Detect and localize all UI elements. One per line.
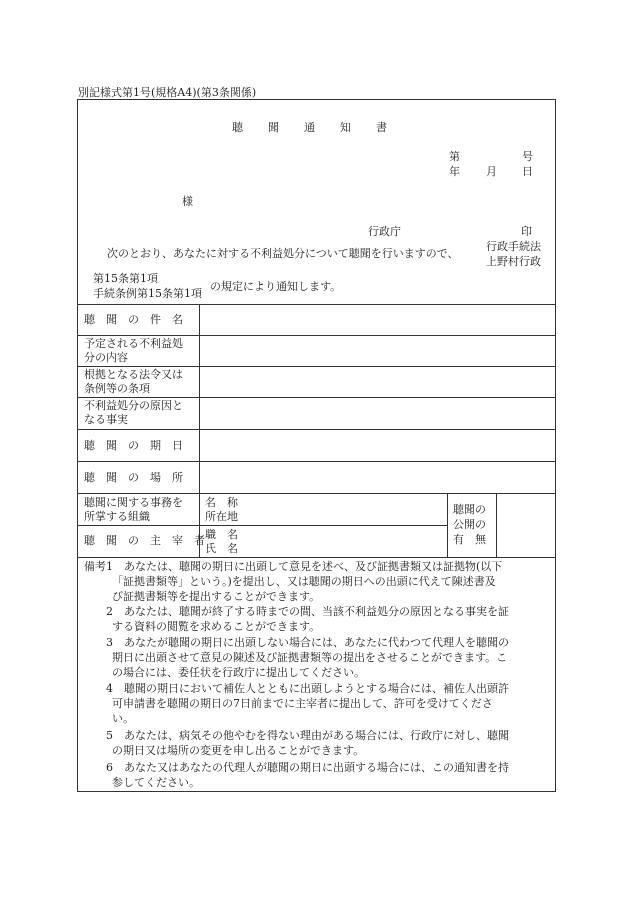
note-3: 3 あなたが聴聞の期日に出頭しない場合には、あなたに代わつて代理人を聴聞の	[106, 636, 509, 649]
intro-line-1: 次のとおり、あなたに対する不利益処分について聴聞を行いますので、	[107, 247, 459, 260]
office-name-label: 名 称	[205, 496, 238, 509]
note-2: 2 あなたは、聴聞が終了する時までの間、当該不利益処分の原因となる事実を証	[106, 605, 509, 618]
note-1: 「証拠書類等」という。)を提出し、又は聴聞の期日への出頭に代えて陳述書及	[112, 575, 496, 588]
row-divider	[77, 429, 556, 430]
row-divider	[77, 397, 556, 398]
public-label: 聴聞の	[453, 503, 486, 516]
column-divider	[496, 493, 497, 557]
law-bottom-left: 手続条例第15条第1項	[93, 287, 202, 300]
row-divider	[77, 335, 556, 336]
title-char: 知	[340, 121, 351, 134]
planned-disposition-label: 予定される不利益処	[84, 337, 183, 350]
office-address-label: 所在地	[205, 510, 238, 523]
column-divider	[447, 493, 448, 557]
title-char: 書	[376, 121, 387, 134]
note-3: 期日に出頭させて意見の陳述及び証拠書類等の提出をさせることができます。こ	[112, 651, 508, 664]
hearing-date-label: 聴 聞 の 期 日	[84, 439, 183, 452]
law-bottom-right: 上野村行政	[486, 255, 541, 268]
legal-basis-label: 根拠となる法令又は	[84, 368, 183, 381]
addressee-sama: 様	[182, 195, 193, 208]
hearing-place-label: 聴 聞 の 場 所	[84, 471, 183, 484]
date-month: 月	[486, 165, 497, 178]
legal-basis-label: 条例等の条項	[84, 382, 150, 395]
title-char: 通	[304, 121, 315, 134]
row-divider	[77, 304, 556, 305]
form-heading: 別記様式第1号(規格A4)(第3条関係)	[78, 86, 257, 99]
law-top-right: 行政手続法	[486, 240, 541, 253]
note-6: 参してください。	[112, 776, 200, 789]
office-label: 所掌する組織	[84, 510, 150, 523]
title-char: 聴	[232, 121, 243, 134]
public-label: 有 無	[453, 533, 486, 546]
column-divider	[199, 304, 200, 557]
note-1: あなたは、聴聞の期日に出頭して意見を述べ、及び証拠書類又は証拠物(以下	[124, 560, 503, 573]
issuer: 行政庁	[368, 225, 401, 238]
row-divider	[77, 366, 556, 367]
row-divider	[77, 557, 556, 558]
office-label: 聴聞に関する事務を	[84, 496, 183, 509]
note-4: 可申請書を聴聞の期日の7日前までに主宰者に提出して、許可を受けてくださ	[112, 697, 493, 710]
row-divider	[77, 493, 556, 494]
note-4: 4 聴聞の期日において補佐人とともに出頭しようとする場合には、補佐人出頭許	[106, 682, 509, 695]
note-5: 5 あなたは、病気その他やむを得ない理由がある場合には、行政庁に対し、聴聞	[106, 729, 509, 742]
note-4: い。	[112, 712, 134, 725]
public-label: 公開の	[453, 518, 486, 531]
note-3: の場合には、委任状を行政庁に提出してください。	[112, 666, 365, 679]
note-6: 6 あなた又はあなたの代理人が聴聞の期日に出頭する場合には、この通知書を持	[106, 761, 509, 774]
cause-fact-label: 不利益処分の原因と	[84, 399, 183, 412]
law-top-left: 第15条第1項	[93, 272, 158, 285]
chair-title-label: 職 名	[205, 528, 238, 541]
title-char: 聞	[268, 121, 279, 134]
intro-line-2: の規定により通知します。	[210, 280, 342, 293]
note-1: び証拠書類等を提出することができます。	[112, 590, 321, 603]
number-dai: 第	[449, 150, 460, 163]
chair-name-label: 氏 名	[205, 542, 238, 555]
date-year: 年	[449, 165, 460, 178]
notes-label: 備考1	[84, 560, 113, 573]
seal-mark: 印	[521, 225, 532, 238]
date-day: 日	[522, 165, 533, 178]
planned-disposition-label: 分の内容	[84, 351, 128, 364]
number-go: 号	[522, 150, 533, 163]
hearing-subject-label: 聴 聞 の 件 名	[84, 313, 183, 326]
note-2: する資料の閲覧を求めることができます。	[112, 620, 321, 633]
chair-label: 聴 聞 の 主 宰 者	[84, 534, 205, 547]
cause-fact-label: なる事実	[84, 413, 128, 426]
row-divider	[77, 525, 447, 526]
note-5: の期日又は場所の変更を申し出ることができます。	[112, 744, 365, 757]
row-divider	[77, 461, 556, 462]
